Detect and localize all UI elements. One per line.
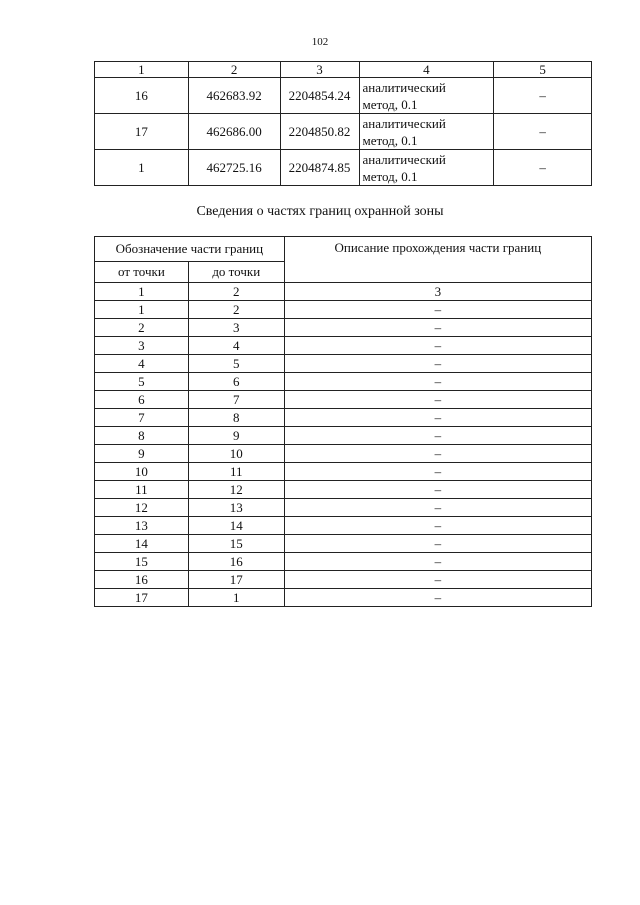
from-point: 6 (95, 391, 189, 409)
boundary-parts-table (94, 236, 592, 607)
parts-header-row (95, 237, 592, 262)
column-number: 2 (188, 283, 284, 301)
header-cell: 4 (359, 62, 494, 78)
to-point: 1 (188, 589, 284, 607)
description-cell: – (284, 427, 591, 445)
coordinate-y: 2204850.82 (280, 114, 359, 150)
note-cell: – (494, 150, 592, 186)
to-point: 2 (188, 301, 284, 319)
table-row (95, 301, 592, 319)
column-number-row (95, 283, 592, 301)
table-row (95, 463, 592, 481)
description-cell: – (284, 463, 591, 481)
to-point: 16 (188, 553, 284, 571)
table-row (95, 553, 592, 571)
from-point: 11 (95, 481, 189, 499)
table-row (95, 319, 592, 337)
method-cell (359, 150, 494, 186)
from-point-header: от точки (95, 262, 189, 283)
column-number: 3 (284, 283, 591, 301)
note-cell: – (494, 114, 592, 150)
method-cell (359, 114, 494, 150)
note-cell: – (494, 78, 592, 114)
point-number: 17 (95, 114, 189, 150)
table-row (95, 391, 592, 409)
from-point: 5 (95, 373, 189, 391)
description-cell: – (284, 301, 591, 319)
description-cell: – (284, 409, 591, 427)
description-cell: – (284, 355, 591, 373)
to-point: 15 (188, 535, 284, 553)
coordinate-x: 462683.92 (188, 78, 280, 114)
from-point: 10 (95, 463, 189, 481)
coordinates-table (94, 61, 592, 186)
designation-header: Обозначение части границ (95, 237, 285, 262)
method-line: метод, 0.1 (362, 96, 418, 112)
section-title: Сведения о частях границ охранной зоны (196, 204, 444, 219)
description-cell: – (284, 535, 591, 553)
table-row (95, 78, 592, 114)
coordinate-y: 2204874.85 (280, 150, 359, 186)
to-point: 4 (188, 337, 284, 355)
table-row (95, 114, 592, 150)
header-cell: 3 (280, 62, 359, 78)
parts-body (95, 301, 592, 607)
method-line: метод, 0.1 (362, 168, 418, 184)
table-row (95, 337, 592, 355)
description-cell: – (284, 373, 591, 391)
to-point: 3 (188, 319, 284, 337)
coordinate-x: 462686.00 (188, 114, 280, 150)
description-cell: – (284, 571, 591, 589)
to-point: 11 (188, 463, 284, 481)
table-row (95, 355, 592, 373)
table-row (95, 427, 592, 445)
from-point: 4 (95, 355, 189, 373)
method-line: аналитический (362, 115, 446, 131)
description-cell: – (284, 553, 591, 571)
table-row (95, 535, 592, 553)
table-row (95, 373, 592, 391)
description-cell: – (284, 337, 591, 355)
table-row (95, 589, 592, 607)
page-number: 102 (311, 36, 329, 48)
from-point: 16 (95, 571, 189, 589)
to-point: 7 (188, 391, 284, 409)
from-point: 2 (95, 319, 189, 337)
point-number: 16 (95, 78, 189, 114)
header-cell: 5 (494, 62, 592, 78)
coordinates-header-row (95, 62, 592, 78)
from-point: 8 (95, 427, 189, 445)
from-point: 3 (95, 337, 189, 355)
to-point: 14 (188, 517, 284, 535)
method-line: метод, 0.1 (362, 132, 418, 148)
description-cell: – (284, 517, 591, 535)
column-number: 1 (95, 283, 189, 301)
method-cell (359, 78, 494, 114)
description-cell: – (284, 589, 591, 607)
from-point: 17 (95, 589, 189, 607)
to-point: 8 (188, 409, 284, 427)
header-cell: 1 (95, 62, 189, 78)
to-point: 9 (188, 427, 284, 445)
to-point-header: до точки (188, 262, 284, 283)
from-point: 12 (95, 499, 189, 517)
to-point: 17 (188, 571, 284, 589)
method-line: аналитический (362, 151, 446, 167)
method-line: аналитический (362, 79, 446, 95)
description-cell: – (284, 445, 591, 463)
description-cell: – (284, 499, 591, 517)
to-point: 12 (188, 481, 284, 499)
from-point: 13 (95, 517, 189, 535)
table-row (95, 445, 592, 463)
to-point: 6 (188, 373, 284, 391)
from-point: 7 (95, 409, 189, 427)
from-point: 9 (95, 445, 189, 463)
description-cell: – (284, 481, 591, 499)
coordinate-x: 462725.16 (188, 150, 280, 186)
from-point: 15 (95, 553, 189, 571)
description-cell: – (284, 319, 591, 337)
from-point: 14 (95, 535, 189, 553)
to-point: 13 (188, 499, 284, 517)
table-row (95, 150, 592, 186)
to-point: 5 (188, 355, 284, 373)
header-cell: 2 (188, 62, 280, 78)
coordinate-y: 2204854.24 (280, 78, 359, 114)
description-cell: – (284, 391, 591, 409)
table-row (95, 481, 592, 499)
table-row (95, 571, 592, 589)
table-row (95, 409, 592, 427)
from-point: 1 (95, 301, 189, 319)
table-row (95, 499, 592, 517)
point-number: 1 (95, 150, 189, 186)
table-row (95, 517, 592, 535)
description-header: Описание прохождения части границ (284, 237, 591, 283)
to-point: 10 (188, 445, 284, 463)
